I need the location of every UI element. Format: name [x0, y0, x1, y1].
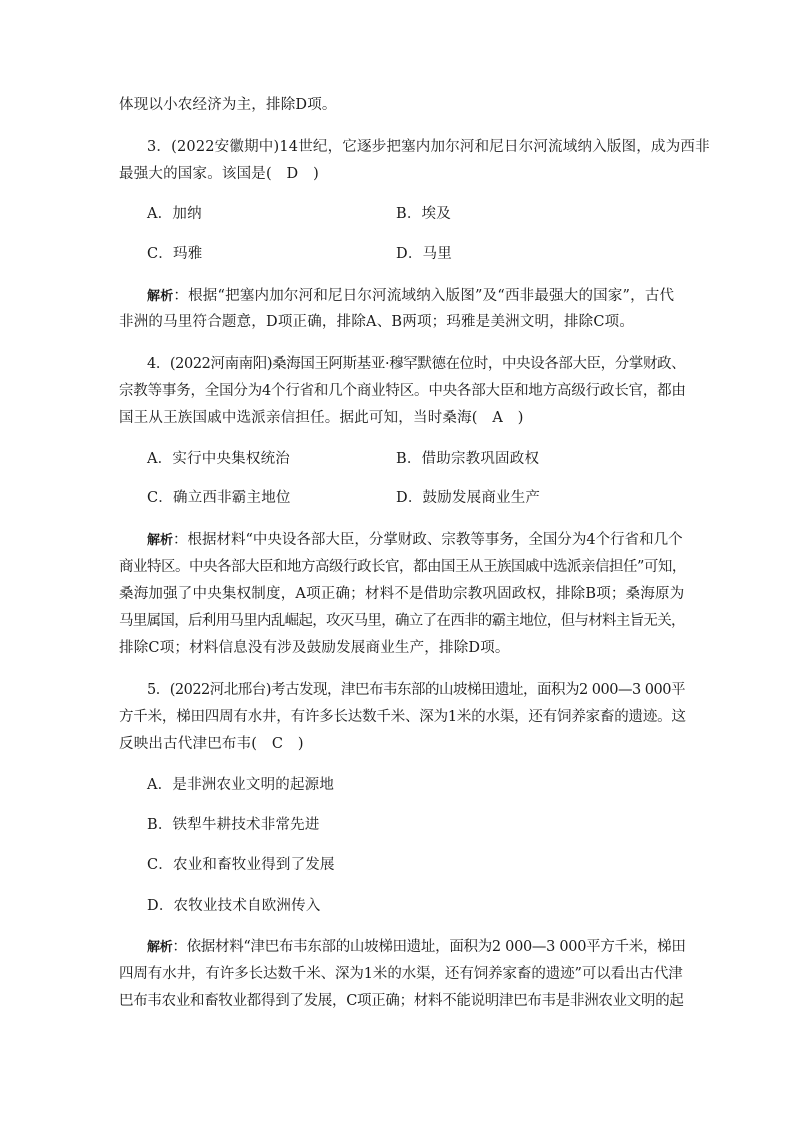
- q5-analysis-line-3: 巴布韦农业和畜牧业都得到了发展，C项正确；材料不能说明津巴布韦是非洲农业文明的起: [119, 993, 684, 1009]
- q3-analysis-line-1: [147, 286, 674, 307]
- q4-stem-line-2: 宗教等事务，全国分为4个行省和几个商业特区。中央各部大臣和地方高级行政长官，都由: [119, 383, 686, 399]
- q5-option-c: C．农业和畜牧业得到了发展: [147, 857, 335, 873]
- q5-option-a: A．是非洲农业文明的起源地: [147, 777, 335, 793]
- q5-analysis-line-2: 四周有水井，有许多长达数千米、深为1米的水渠，还有饲养家畜的遗迹”可以看出古代津: [119, 966, 683, 982]
- analysis-label: 解析: [147, 533, 174, 548]
- q3-stem-line-1: 3．(2022安徽期中)14世纪，它逐步把塞内加尔河和尼日尔河流域纳入版图，成为西非: [147, 139, 710, 155]
- q3-option-d: D．马里: [396, 246, 452, 262]
- q3-option-b: B．埃及: [396, 206, 451, 222]
- q3-analysis-text-1: ：根据“把塞内加尔河和尼日尔河流域纳入版图”及“西非最强大的国家”，古代: [173, 288, 675, 304]
- q5-stem-line-2: 方千米，梯田四周有水井，有许多长达数千米、深为1米的水渠，还有饲养家畜的遗迹。这: [119, 709, 686, 725]
- q5-option-b: B．铁犁牛耕技术非常先进: [147, 817, 320, 833]
- q3-option-c: C．玛雅: [147, 246, 203, 262]
- q4-option-d: D．鼓励发展商业生产: [396, 490, 541, 506]
- q4-analysis-line-2: 商业特区。中央各部大臣和地方高级行政长官，都由国王从王族国戚中选派亲信担任”可知，: [119, 559, 686, 575]
- q4-stem-line-1: 4．(2022河南南阳)桑海国王阿斯基亚·穆罕默德在位时，中央设各部大臣，分掌财政、: [147, 356, 686, 372]
- q4-stem-line-3: 国王从王族国戚中选派亲信担任。据此可知，当时桑海( A ): [119, 410, 524, 426]
- q4-option-c: C．确立西非霸主地位: [147, 490, 291, 506]
- analysis-label: 解析: [147, 940, 173, 955]
- q4-analysis-line-3: 桑海加强了中央集权制度，A项正确；材料不是借助宗教巩固政权，排除B项；桑海原为: [119, 586, 685, 602]
- q3-stem-line-2: 最强大的国家。该国是( D ): [119, 166, 319, 182]
- q4-analysis-line-5: 排除C项；材料信息没有涉及鼓励发展商业生产，排除D项。: [119, 640, 510, 656]
- q3-option-a: A．加纳: [147, 206, 202, 222]
- q5-stem-line-1: 5．(2022河北邢台)考古发现，津巴布韦东部的山坡梯田遗址，面积为2 000—3 000平: [147, 682, 685, 698]
- q5-stem-line-3: 反映出古代津巴布韦( C ): [119, 736, 304, 752]
- previous-analysis-continuation: 体现以小农经济为主，排除D项。: [119, 97, 337, 113]
- analysis-label: 解析: [147, 289, 174, 304]
- q3-analysis-line-2: 非洲的马里符合题意，D项正确，排除A、B两项；玛雅是美洲文明，排除C项。: [119, 314, 635, 330]
- q4-option-a: A．实行中央集权统治: [147, 451, 290, 467]
- q5-option-d: D．农牧业技术自欧洲传入: [147, 898, 321, 914]
- q5-analysis-text-1: ：依据材料“津巴布韦东部的山坡梯田遗址，面积为2 000—3 000平方千米，梯田: [172, 939, 686, 955]
- q4-analysis-text-1: ：根据材料“中央设各部大臣，分掌财政、宗教等事务，全国分为4个行省和几个: [173, 532, 683, 548]
- q4-analysis-line-1: [147, 530, 683, 551]
- q4-analysis-line-4: 马里属国，后利用马里内乱崛起，攻灭马里，确立了在西非的霸主地位，但与材料主旨无关，: [119, 613, 685, 629]
- q4-option-b: B．借助宗教巩固政权: [396, 451, 540, 467]
- q5-analysis-line-1: [147, 937, 686, 958]
